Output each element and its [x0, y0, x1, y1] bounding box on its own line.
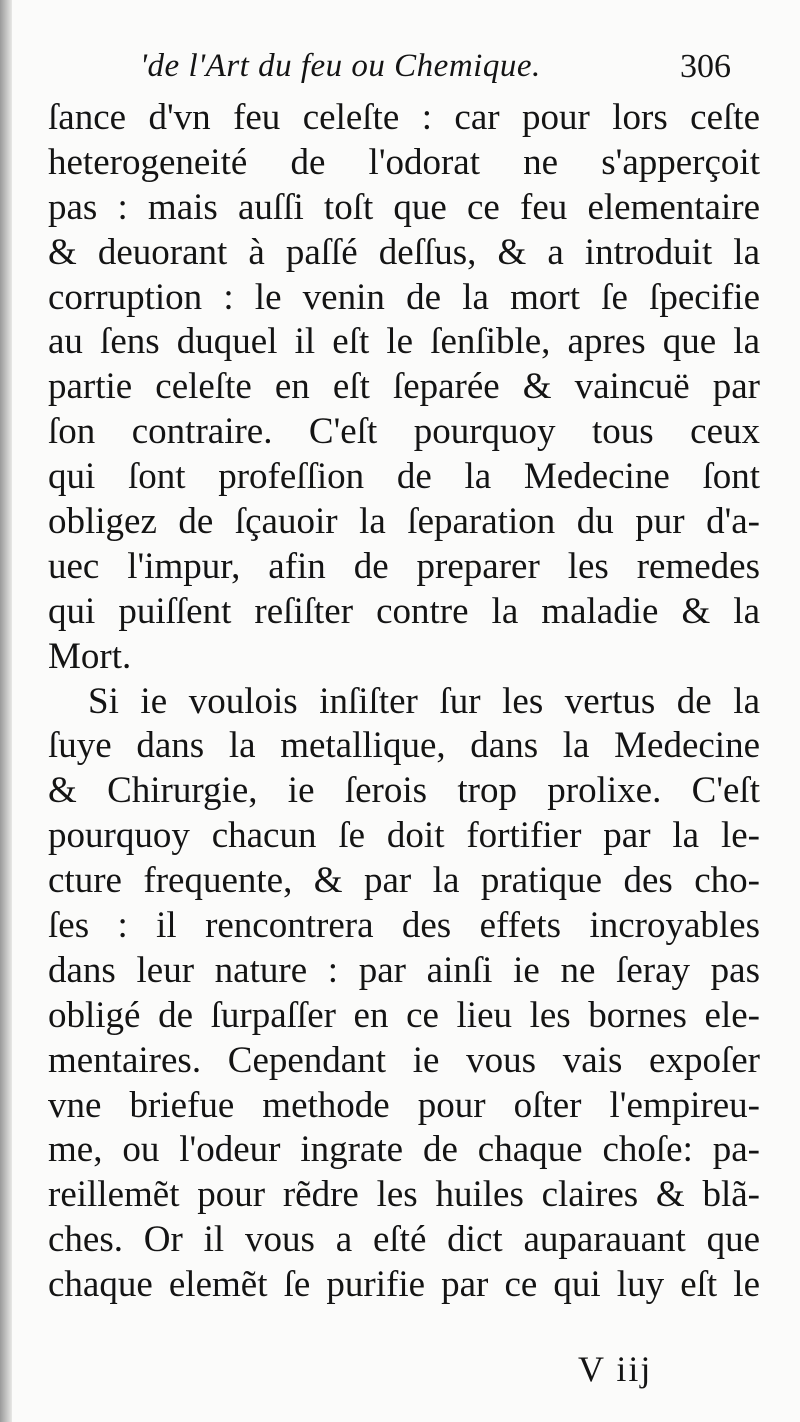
text-line: chaque elemẽt ſe purifie par ce qui luy eſt le — [48, 1264, 760, 1306]
text-line: vne briefue methode pour oſter l'empireu- — [48, 1084, 760, 1126]
text-line: dans leur nature : par ainſi ie ne ſeray pas — [48, 949, 760, 991]
running-head-title: 'de l'Art du feu ou Chemique. — [140, 48, 541, 84]
text-line: & deuorant à paſſé deſſus, & a introduit la — [48, 231, 760, 273]
text-line: ſance d'vn feu celeſte : car pour lors ceſte — [48, 97, 760, 138]
text-line: mentaires. Cependant ie vous vais expoſer — [48, 1039, 760, 1081]
text-line: heterogeneité de l'odorat ne s'apperçoit — [48, 141, 760, 183]
text-line: obligez de ſçauoir la ſeparation du pur d'a- — [48, 501, 760, 543]
page-number: 306 — [680, 48, 731, 85]
text-line: qui ſont profeſſion de la Medecine ſont — [48, 456, 760, 498]
text-line: qui puiſſent reſiſter contre la maladie & la — [48, 590, 760, 632]
text-line: uec l'impur, afin de preparer les remedes — [48, 545, 760, 587]
text-line: ſuye dans la metallique, dans la Medecine — [48, 725, 760, 767]
running-head — [0, 42, 800, 92]
text-line: ches. Or il vous a eſté dict auparauant que — [48, 1219, 760, 1261]
paragraph-start-line: Si ie voulois inſiſter ſur les vertus de la — [88, 680, 760, 722]
page-gutter-shadow — [0, 0, 12, 1422]
text-line: pas : mais auſſi toſt que ce feu elementaire — [48, 186, 760, 228]
text-line: au ſens duquel il eſt le ſenſible, apres que la — [48, 321, 760, 363]
text-line: partie celeſte en eſt ſeparée & vaincuë par — [48, 366, 760, 408]
text-line: pourquoy chacun ſe doit fortifier par la le- — [48, 815, 760, 857]
text-line: & Chirurgie, ie ſerois trop prolixe. C'eſt — [48, 770, 760, 812]
text-line: reillemẽt pour rẽdre les huiles claires & blã- — [48, 1174, 760, 1216]
paragraph-end-line: Mort. — [48, 635, 132, 677]
text-line: cture frequente, & par la pratique des cho- — [48, 860, 760, 902]
text-line: ſes : il rencontrera des effets incroyables — [48, 905, 760, 947]
signature-mark: V iij — [578, 1349, 653, 1389]
text-line: ſon contraire. C'eſt pourquoy tous ceux — [48, 411, 760, 453]
text-line: me, ou l'odeur ingrate de chaque choſe: pa- — [48, 1129, 760, 1171]
text-line: corruption : le venin de la mort ſe ſpecifie — [48, 276, 760, 318]
body-text — [48, 96, 760, 1308]
text-line: obligé de ſurpaſſer en ce lieu les bornes ele- — [48, 994, 760, 1036]
